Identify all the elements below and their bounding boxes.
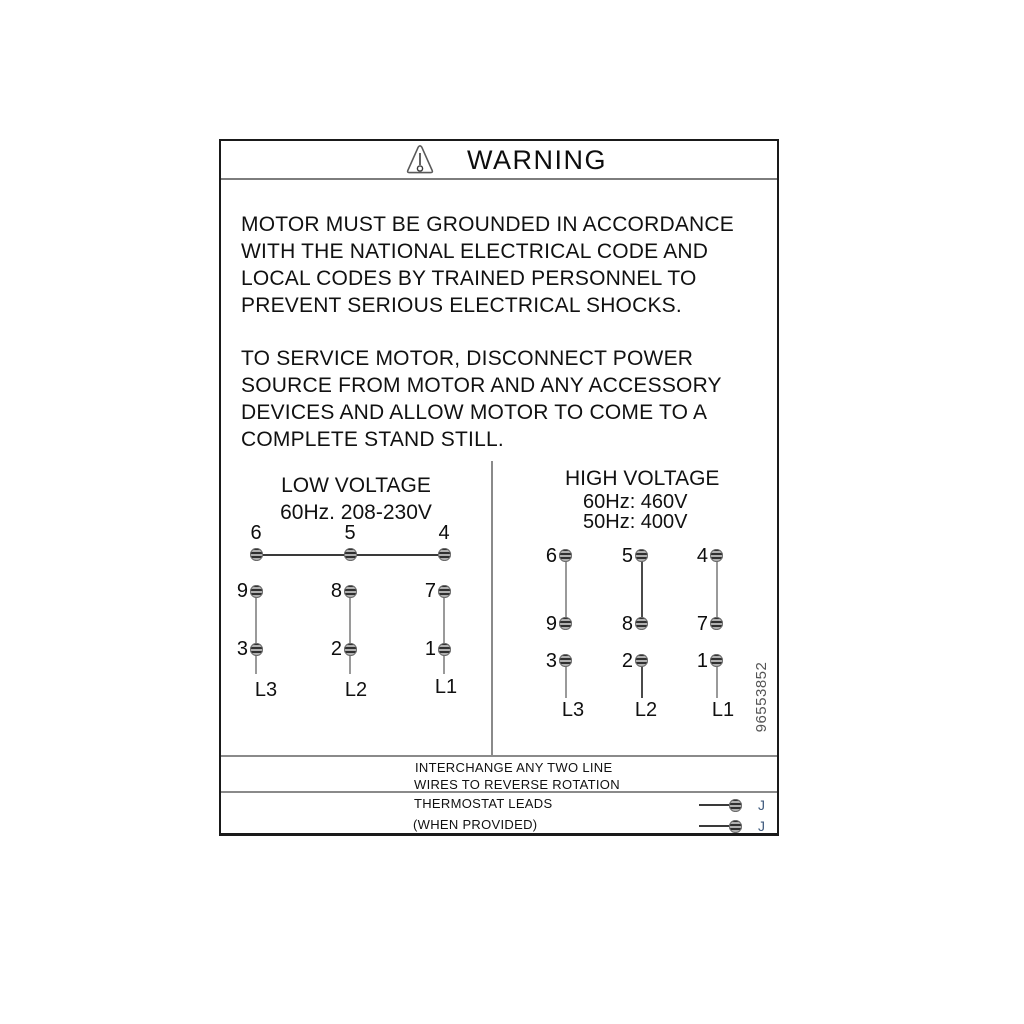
terminal-dot	[344, 643, 357, 656]
terminal-number: 5	[344, 522, 356, 544]
line-label: L1	[711, 699, 735, 721]
rotation-note	[221, 757, 777, 793]
warning-line: PREVENT SERIOUS ELECTRICAL SHOCKS.	[241, 294, 682, 317]
terminal-dot	[635, 549, 648, 562]
terminal-number: 8	[330, 580, 342, 602]
warning-line: SOURCE FROM MOTOR AND ANY ACCESSORY	[241, 374, 722, 397]
wire	[443, 592, 445, 674]
high-voltage-panel	[493, 461, 777, 755]
terminal-dot	[710, 654, 723, 667]
terminal-dot	[250, 548, 263, 561]
terminal-dot	[635, 654, 648, 667]
terminal-dot	[438, 548, 451, 561]
terminal-dot	[710, 617, 723, 630]
terminal-number: 8	[621, 613, 633, 635]
terminal-number: 4	[438, 522, 450, 544]
wire	[716, 556, 718, 624]
terminal-dot	[250, 585, 263, 598]
terminal-number: 2	[621, 650, 633, 672]
warning-header	[221, 141, 777, 180]
terminal-number: 5	[621, 545, 633, 567]
warning-label	[219, 139, 779, 836]
terminal-number: 6	[545, 545, 557, 567]
line-label: L2	[634, 699, 658, 721]
warning-paragraph-1	[241, 211, 759, 319]
terminal-dot	[344, 548, 357, 561]
terminal-number: 1	[696, 650, 708, 672]
warning-triangle-icon	[405, 144, 435, 181]
terminal-dot	[559, 654, 572, 667]
thermostat-lead-symbol	[699, 818, 765, 834]
terminal-number: 7	[424, 580, 436, 602]
rotation-note-line1: INTERCHANGE ANY TWO LINE	[415, 760, 613, 775]
wire	[565, 556, 567, 624]
warning-body	[221, 180, 777, 461]
terminal-number: 7	[696, 613, 708, 635]
lead-dot	[729, 820, 742, 833]
terminal-dot	[559, 617, 572, 630]
warning-line: MOTOR MUST BE GROUNDED IN ACCORDANCE	[241, 213, 734, 236]
terminal-dot	[250, 643, 263, 656]
terminal-dot	[635, 617, 648, 630]
wire	[699, 804, 729, 806]
thermostat-lead-symbol	[699, 797, 765, 813]
terminal-dot	[710, 549, 723, 562]
line-label: L3	[561, 699, 585, 721]
terminal-number: 3	[236, 638, 248, 660]
terminal-number: 1	[424, 638, 436, 660]
warning-title: WARNING	[467, 145, 607, 175]
terminal-dot	[559, 549, 572, 562]
terminal-number: 9	[236, 580, 248, 602]
wire	[699, 825, 729, 827]
wire	[641, 556, 643, 624]
warning-paragraph-2	[241, 345, 759, 453]
terminal-number: 4	[696, 545, 708, 567]
warning-line: WITH THE NATIONAL ELECTRICAL CODE AND	[241, 240, 709, 263]
low-voltage-subtitle: 60Hz. 208-230V	[280, 501, 432, 524]
terminal-dot	[344, 585, 357, 598]
warning-line: TO SERVICE MOTOR, DISCONNECT POWER	[241, 347, 694, 370]
wire	[255, 592, 257, 674]
warning-line: DEVICES AND ALLOW MOTOR TO COME TO A	[241, 401, 708, 424]
lead-dot	[729, 799, 742, 812]
low-voltage-panel	[221, 461, 493, 755]
low-voltage-title: LOW VOLTAGE	[281, 474, 431, 497]
thermostat-note	[221, 793, 777, 833]
line-label: L2	[344, 679, 368, 701]
terminal-dot	[438, 585, 451, 598]
high-voltage-50hz: 50Hz: 400V	[583, 511, 688, 533]
line-label: L3	[254, 679, 278, 701]
terminal-number: 2	[330, 638, 342, 660]
wire	[349, 592, 351, 674]
lead-label: J	[758, 797, 766, 813]
line-label: L1	[434, 676, 458, 698]
serial-number: 96553852	[753, 661, 770, 733]
terminal-dot	[438, 643, 451, 656]
rotation-note-line2: WIRES TO REVERSE ROTATION	[414, 777, 620, 792]
high-voltage-60hz: 60Hz: 460V	[583, 491, 688, 513]
high-voltage-title: HIGH VOLTAGE	[565, 467, 720, 490]
terminal-number: 9	[545, 613, 557, 635]
thermostat-note-line2: (WHEN PROVIDED)	[413, 817, 538, 832]
terminal-number: 6	[250, 522, 262, 544]
warning-line: COMPLETE STAND STILL.	[241, 428, 504, 451]
lead-label: J	[758, 818, 766, 834]
thermostat-note-line1: THERMOSTAT LEADS	[414, 796, 553, 811]
warning-line: LOCAL CODES BY TRAINED PERSONNEL TO	[241, 267, 697, 290]
voltage-section	[221, 461, 777, 757]
terminal-number: 3	[545, 650, 557, 672]
